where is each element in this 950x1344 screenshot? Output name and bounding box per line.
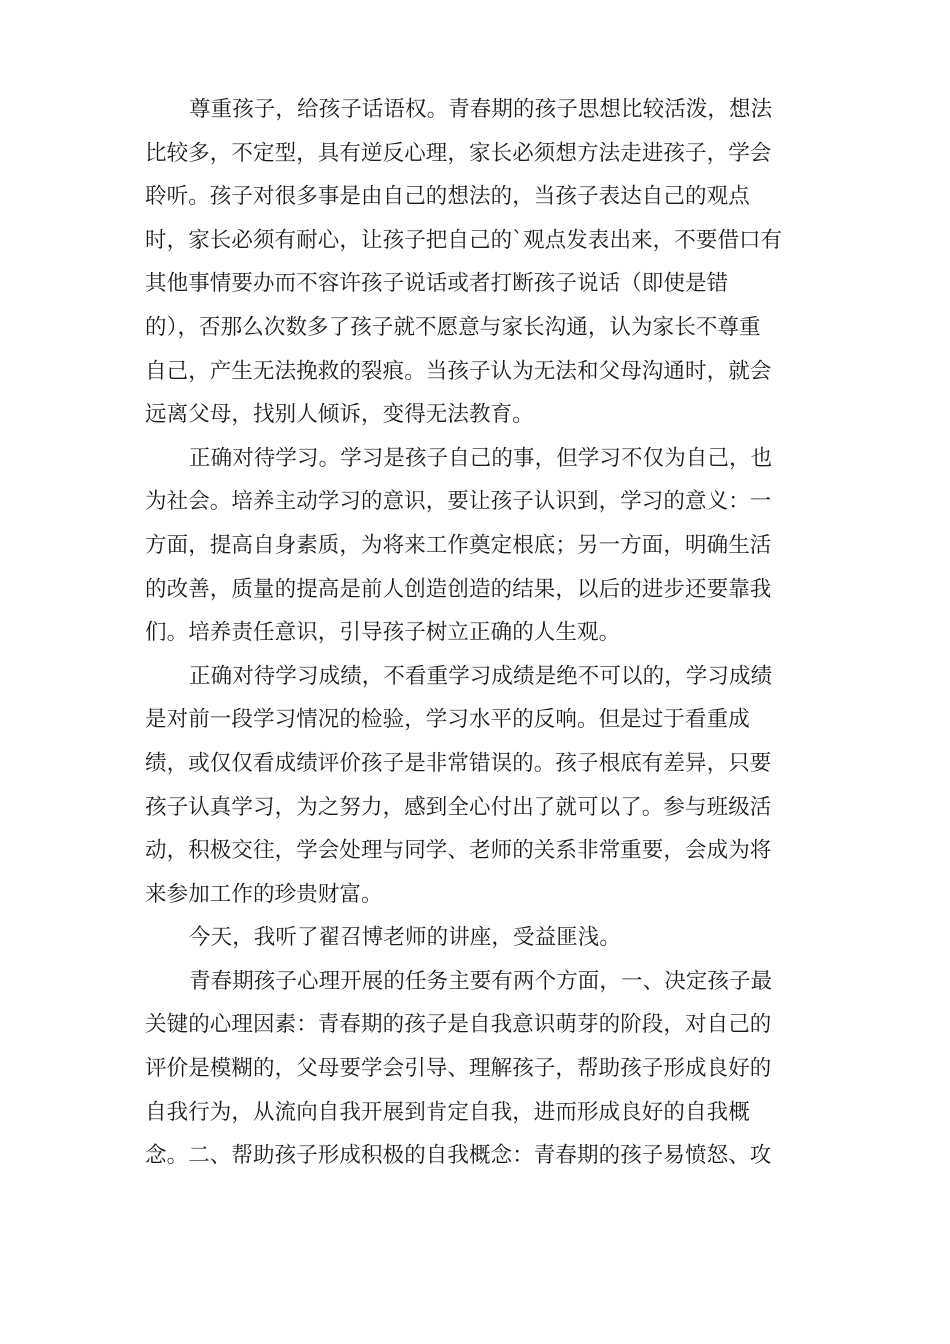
text-line: 绩，或仅仅看成绩评价孩子是非常错误的。孩子根底有差异，只要 [145, 750, 772, 776]
text-line: 自我行为，从流向自我开展到肯定自我，进而形成良好的自我概 [145, 1099, 750, 1125]
text-line: 自己，产生无法挽救的裂痕。当孩子认为无法和父母沟通时，就会 [145, 358, 772, 384]
text-line: 的），否那么次数多了孩子就不愿意与家长沟通，认为家长不尊重 [145, 314, 761, 340]
text-line: 念。二、帮助孩子形成积极的自我概念：青春期的孩子易愤怒、攻 [145, 1143, 772, 1169]
text-line: 是对前一段学习情况的检验，学习水平的反响。但是过于看重成 [145, 707, 750, 733]
text-line: 正确对待学习成绩，不看重学习成绩是绝不可以的，学习成绩 [189, 663, 773, 689]
text-line: 评价是模糊的，父母要学会引导、理解孩子，帮助孩子形成良好的 [145, 1056, 772, 1082]
paragraph-treat-grades [145, 655, 805, 917]
text-line: 为社会。培养主动学习的意识，要让孩子认识到，学习的意义：一 [145, 489, 772, 515]
paragraph-adolescent-psychology [145, 960, 805, 1178]
paragraph-respect-children [145, 88, 805, 437]
paragraph-treat-learning [145, 437, 805, 655]
text-line: 青春期孩子心理开展的任务主要有两个方面，一、决定孩子最 [189, 968, 773, 994]
text-line: 比较多，不定型，具有逆反心理，家长必须想方法走进孩子，学会 [145, 140, 772, 166]
text-line: 正确对待学习。学习是孩子自己的事，但学习不仅为自己，也 [189, 445, 773, 471]
text-line: 其他事情要办而不容许孩子说话或者打断孩子说话（即使是错 [145, 271, 729, 297]
text-line: 时，家长必须有耐心，让孩子把自己的`观点发表出来，不要借口有 [145, 227, 783, 253]
text-line: 方面，提高自身素质，为将来工作奠定根底；另一方面，明确生活 [145, 532, 772, 558]
text-line: 尊重孩子，给孩子话语权。青春期的孩子思想比较活泼，想法 [189, 97, 773, 122]
text-line: 动，积极交往，学会处理与同学、老师的关系非常重要，会成为将 [145, 838, 772, 864]
text-line: 孩子认真学习，为之努力，感到全心付出了就可以了。参与班级活 [145, 794, 772, 820]
text-line: 的改善，质量的提高是前人创造创造的结果，以后的进步还要靠我 [145, 576, 772, 602]
text-line: 来参加工作的珍贵财富。 [145, 881, 383, 907]
text-line: 关键的心理因素：青春期的孩子是自我意识萌芽的阶段，对自己的 [145, 1012, 772, 1038]
text-line: 今天，我听了翟召博老师的讲座，受益匪浅。 [189, 925, 622, 951]
paragraph-lecture [145, 916, 805, 960]
text-line: 聆听。孩子对很多事是由自己的想法的，当孩子表达自己的观点 [145, 184, 750, 210]
text-line: 远离父母，找别人倾诉，变得无法教育。 [145, 402, 534, 428]
text-line: 们。培养责任意识，引导孩子树立正确的人生观。 [145, 620, 621, 646]
document-body [145, 88, 805, 1178]
